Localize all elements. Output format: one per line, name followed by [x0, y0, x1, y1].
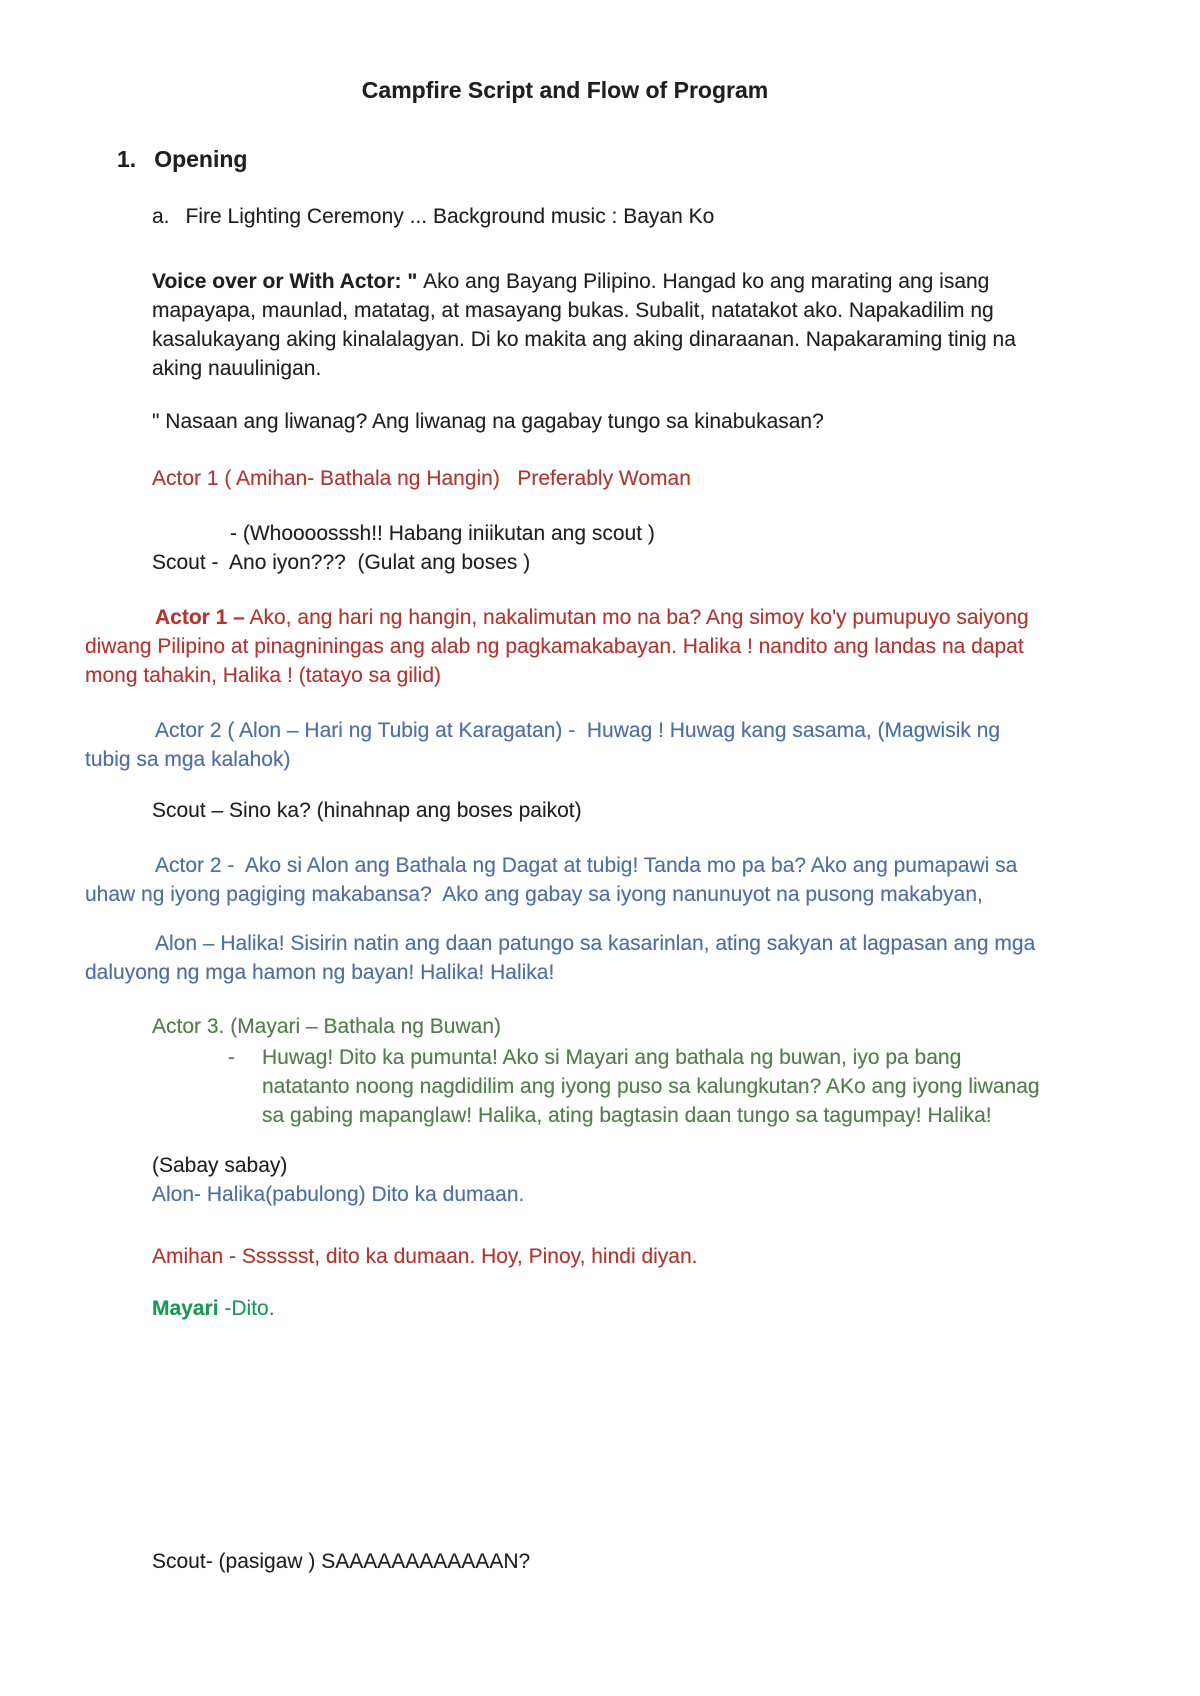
- alon-dialogue: Alon – Halika! Sisirin natin ang daan patungo sa kasarinlan, ating sakyan at lagpasan ang mga daluyong ng mga hamon ng bayan! Halika! Halika!: [85, 932, 1042, 984]
- scout-ano-line: Scout - Ano iyon??? (Gulat ang boses ): [152, 551, 531, 574]
- mayari-bullet-dialogue: [228, 1043, 1045, 1130]
- actor3-heading: Actor 3. (Mayari – Bathala ng Buwan): [152, 1015, 502, 1038]
- mayari-sabay-line: [152, 1294, 1045, 1323]
- scout-sino-line: Scout – Sino ka? (hinahnap ang boses paikot): [152, 799, 582, 822]
- mayari-sabay-label: Mayari: [152, 1297, 219, 1320]
- actor1-dialogue-text: Ako, ang hari ng hangin, nakalimutan mo na ba? Ang simoy ko'y pumupuyo saiyong diwang Pilipino at pinagniningas ang alab ng pagkamakabayan. Halika ! nandito ang landas na dapat mong tahakin, Halika ! (tatayo sa gilid): [85, 606, 1035, 687]
- voice-over-label: Voice over or With Actor: ": [152, 270, 424, 293]
- actor2-heading: Actor 2 ( Alon – Hari ng Tubig at Karagatan) - Huwag ! Huwag kang sasama, (Magwisik ng tubig sa mga kalahok): [85, 719, 1006, 771]
- section-1-number: 1.: [117, 146, 137, 172]
- actor1-heading: Actor 1 ( Amihan- Bathala ng Hangin) Preferably Woman: [152, 467, 691, 490]
- section-1-heading: [117, 145, 1045, 174]
- narration-question: " Nasaan ang liwanag? Ang liwanag na gagabay tungo sa kinabukasan?: [152, 410, 824, 433]
- actor1-dialogue-label: Actor 1 –: [155, 606, 245, 629]
- section-1-title: Opening: [154, 146, 248, 172]
- list-item-a-marker: a.: [152, 205, 170, 228]
- mayari-bullet-text: Huwag! Dito ka pumunta! Ako si Mayari ang bathala ng buwan, iyo pa bang natatanto noong nagdidilim ang iyong puso sa kalungkutan? AKo ang iyong liwanag sa gabing mapanglaw! Halika, ating bagtasin daan tungo sa tagumpay! Halika!: [262, 1046, 1040, 1127]
- list-item-a: [152, 202, 1045, 231]
- scout-pasigaw-line: Scout- (pasigaw ) SAAAAAAAAAAAAN?: [152, 1550, 531, 1573]
- voice-over-text: Ako ang Bayang Pilipino. Hangad ko ang marating ang isang mapayapa, maunlad, matatag, at masayang bukas. Subalit, natatakot ako. Napakadilim ng kasalukayang aking kinalalagyan. Di ko makita ang aking dinaraanan. Napakaraming tinig na aking nauulinigan.: [152, 270, 1022, 380]
- mayari-sabay-text: -Dito.: [218, 1297, 275, 1320]
- actor1-dialogue: [85, 603, 1045, 690]
- amihan-sabay-line: Amihan - Sssssst, dito ka dumaan. Hoy, Pinoy, hindi diyan.: [152, 1245, 698, 1268]
- actor2-dialogue: Actor 2 - Ako si Alon ang Bathala ng Dagat at tubig! Tanda mo pa ba? Ako ang pumapawi sa uhaw ng iyong pagiging makabansa? Ako ang gabay sa iyong nanunuyot na pusong makabyan,: [85, 854, 1024, 906]
- alon-sabay-line: Alon- Halika(pabulong) Dito ka dumaan.: [152, 1183, 525, 1206]
- list-item-a-text: Fire Lighting Ceremony ... Background music : Bayan Ko: [185, 205, 715, 228]
- sabay-heading: (Sabay sabay): [152, 1154, 288, 1177]
- bullet-dash-marker: -: [228, 1046, 235, 1069]
- voice-over-paragraph: [152, 267, 1045, 383]
- whoosh-sound-cue: - (Whoooosssh!! Habang iniikutan ang scout ): [230, 522, 655, 545]
- document-title: Campfire Script and Flow of Program: [361, 77, 769, 103]
